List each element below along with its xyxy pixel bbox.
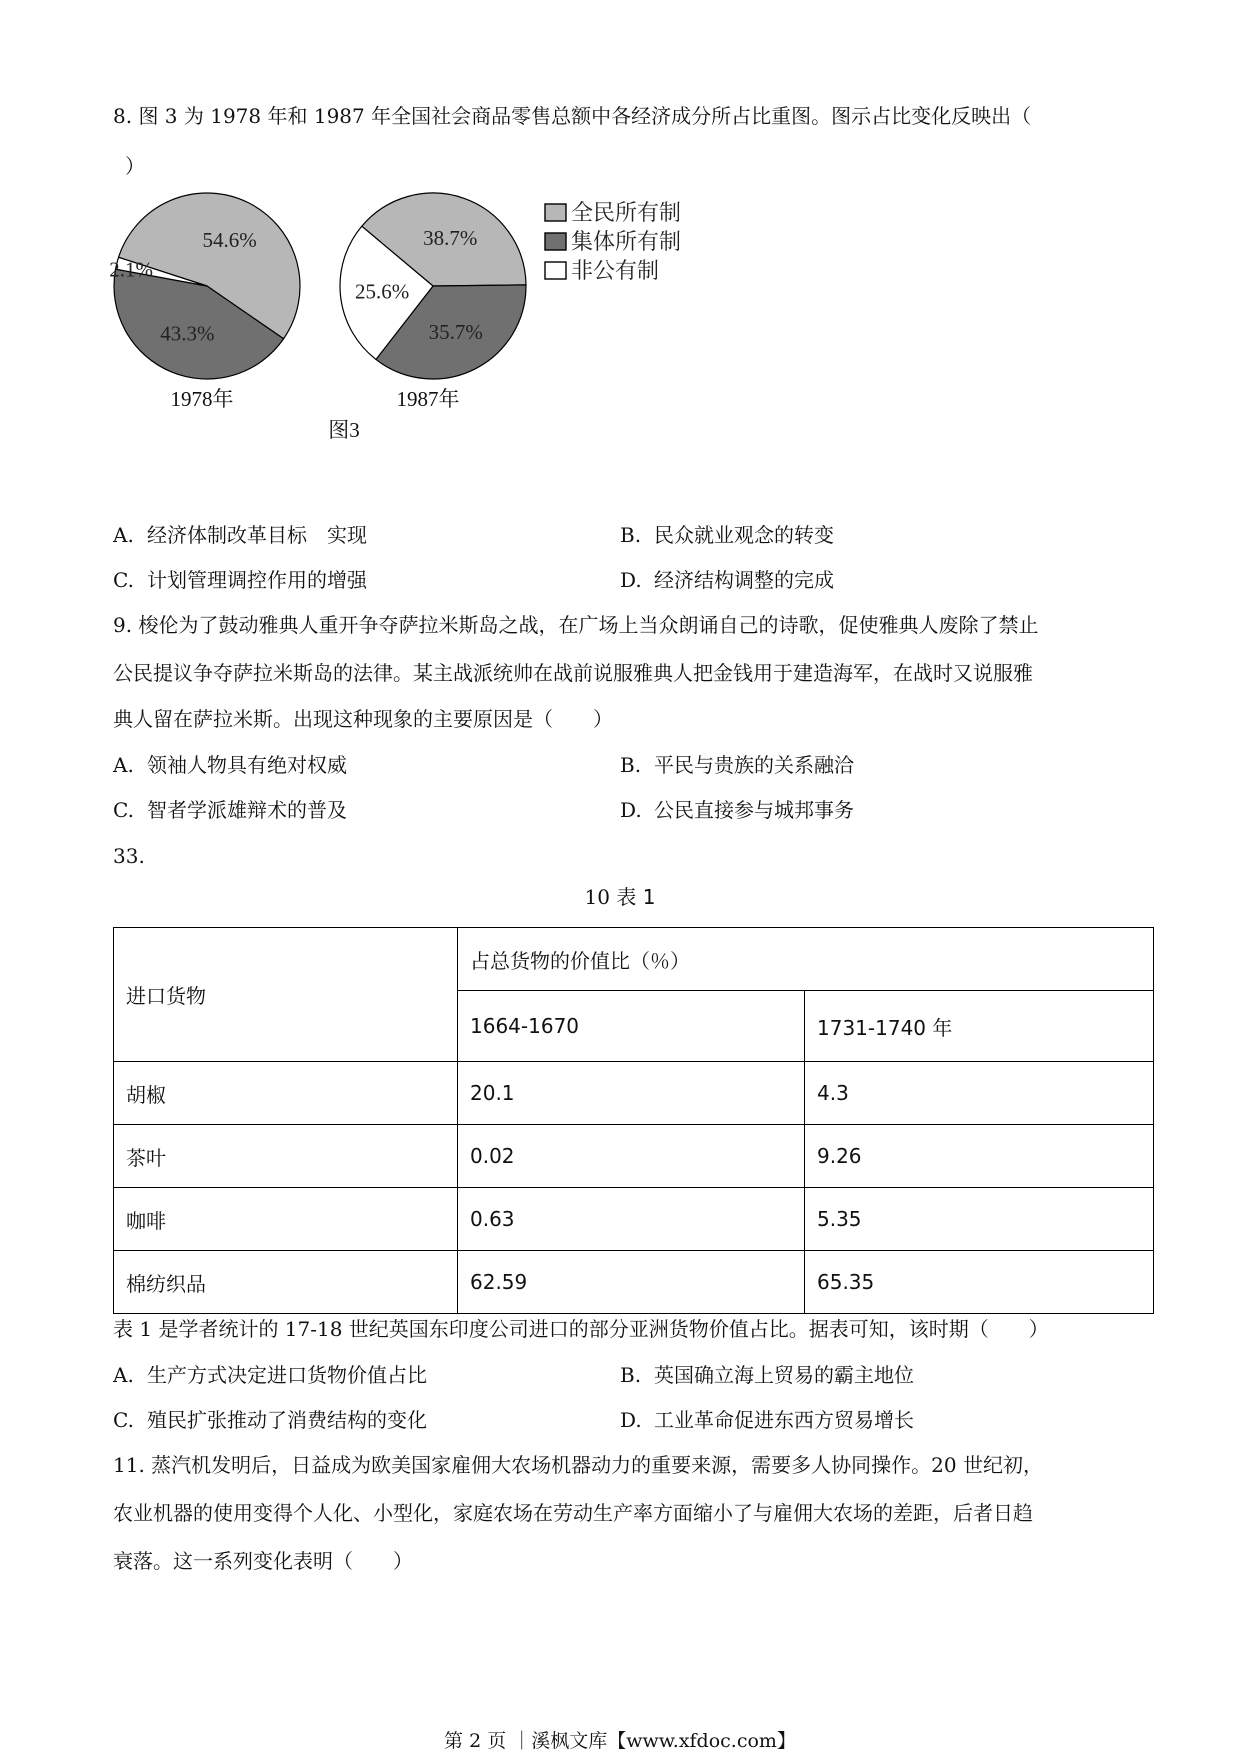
table-cell: 胡椒 bbox=[114, 1062, 458, 1125]
option-text: 领袖人物具有绝对权威 bbox=[147, 753, 347, 777]
q10-option-d[interactable] bbox=[620, 1407, 914, 1433]
option-letter: B. bbox=[620, 753, 642, 777]
legend-label: 集体所有制 bbox=[571, 230, 682, 255]
option-text: 经济体制改革目标 实现 bbox=[147, 523, 367, 547]
q8-option-a[interactable] bbox=[113, 522, 367, 548]
table-row bbox=[114, 1251, 1154, 1314]
figure-caption: 图3 bbox=[328, 418, 360, 442]
option-letter: A. bbox=[113, 1363, 134, 1387]
q9-option-a[interactable] bbox=[113, 752, 347, 778]
table-row bbox=[114, 1125, 1154, 1188]
q9-stem-line-2: 公民提议争夺萨拉米斯岛的法律。某主战派统帅在战前说服雅典人把金钱用于建造海军，在战时又说服雅 bbox=[113, 661, 1033, 685]
option-text: 工业革命促进东西方贸易增长 bbox=[654, 1408, 914, 1432]
pie-year-label: 1987年 bbox=[396, 387, 460, 411]
table-caption-title: 表 1 bbox=[616, 885, 656, 909]
legend-label: 非公有制 bbox=[571, 259, 660, 284]
legend-label: 全民所有制 bbox=[571, 201, 682, 226]
page-footer: 第 2 页 ｜溪枫文库【www.xfdoc.com】 bbox=[444, 1730, 796, 1752]
pie-value-label: 35.7% bbox=[428, 319, 483, 344]
pie-value-label: 25.6% bbox=[354, 279, 410, 304]
q11-stem-line-3: 衰落。这一系列变化表明（ ） bbox=[113, 1549, 413, 1573]
q9-option-d[interactable] bbox=[620, 797, 854, 823]
pie-value-label: 38.7% bbox=[423, 225, 478, 250]
option-text: 智者学派雄辩术的普及 bbox=[147, 798, 347, 822]
table-cell: 65.35 bbox=[805, 1251, 1154, 1314]
option-letter: C. bbox=[113, 568, 134, 592]
q9-option-c[interactable] bbox=[113, 797, 347, 823]
header-period-2: 1731-1740 年 bbox=[805, 991, 1154, 1062]
option-text: 殖民扩张推动了消费结构的变化 bbox=[147, 1408, 427, 1432]
option-letter: C. bbox=[113, 798, 134, 822]
option-letter: D. bbox=[620, 568, 642, 592]
q9-stem-line-3: 典人留在萨拉米斯。出现这种现象的主要原因是（ ） bbox=[113, 707, 613, 731]
q10-number: 33. bbox=[113, 844, 145, 868]
header-period-1: 1664-1670 bbox=[458, 991, 805, 1062]
table-row bbox=[114, 1062, 1154, 1125]
pie-charts bbox=[108, 190, 728, 445]
q8-option-d[interactable] bbox=[620, 567, 834, 593]
header-value-share: 占总货物的价值比（％） bbox=[458, 928, 1154, 991]
option-text: 英国确立海上贸易的霸主地位 bbox=[654, 1363, 914, 1387]
table-cell: 4.3 bbox=[805, 1062, 1154, 1125]
q10-option-b[interactable] bbox=[620, 1362, 914, 1388]
option-letter: D. bbox=[620, 1408, 642, 1432]
pie-value-label: 2.1% bbox=[109, 257, 153, 282]
option-text: 计划管理调控作用的增强 bbox=[147, 568, 367, 592]
table-cell: 咖啡 bbox=[114, 1188, 458, 1251]
option-letter: A. bbox=[113, 753, 134, 777]
legend-swatch-collective bbox=[545, 233, 566, 250]
option-text: 公民直接参与城邦事务 bbox=[654, 798, 854, 822]
q8-stem: 8. 图 3 为 1978 年和 1987 年全国社会商品零售总额中各经济成分所占比重图。图示占比变化反映出（ bbox=[113, 104, 1032, 128]
pie-value-label: 54.6% bbox=[202, 228, 257, 253]
option-text: 生产方式决定进口货物价值占比 bbox=[147, 1363, 427, 1387]
table-cell: 0.02 bbox=[458, 1125, 805, 1188]
legend-swatch-state-owned bbox=[545, 204, 566, 221]
q9-option-b[interactable] bbox=[620, 752, 854, 778]
q8-stem-close: ） bbox=[125, 154, 145, 178]
option-letter: C. bbox=[113, 1408, 134, 1432]
option-text: 民众就业观念的转变 bbox=[654, 523, 834, 547]
q10-stem: 表 1 是学者统计的 17-18 世纪英国东印度公司进口的部分亚洲货物价值占比。据表可知，该时期（ ） bbox=[113, 1317, 1049, 1341]
table-cell: 9.26 bbox=[805, 1125, 1154, 1188]
table-cell: 棉纺织品 bbox=[114, 1251, 458, 1314]
option-text: 平民与贵族的关系融洽 bbox=[654, 753, 854, 777]
q11-stem-line-2: 农业机器的使用变得个人化、小型化，家庭农场在劳动生产率方面缩小了与雇佣大农场的差距，后者日趋 bbox=[113, 1501, 1033, 1525]
q10-option-a[interactable] bbox=[113, 1362, 427, 1388]
table-caption bbox=[0, 884, 1240, 910]
pie-year-label: 1978年 bbox=[170, 387, 234, 411]
option-text: 经济结构调整的完成 bbox=[654, 568, 834, 592]
table-cell: 62.59 bbox=[458, 1251, 805, 1314]
option-letter: B. bbox=[620, 1363, 642, 1387]
legend-swatch-non-public bbox=[545, 262, 566, 279]
table-caption-number: 10 bbox=[584, 885, 610, 909]
q10-option-c[interactable] bbox=[113, 1407, 427, 1433]
table-cell: 20.1 bbox=[458, 1062, 805, 1125]
goods-table bbox=[113, 927, 1154, 1314]
q11-stem-line-1: 11. 蒸汽机发明后，日益成为欧美国家雇佣大农场机器动力的重要来源，需要多人协同操作。20 世纪初， bbox=[113, 1453, 1043, 1477]
option-letter: D. bbox=[620, 798, 642, 822]
table-cell: 5.35 bbox=[805, 1188, 1154, 1251]
table-cell: 0.63 bbox=[458, 1188, 805, 1251]
q9-stem-line-1: 9. 梭伦为了鼓动雅典人重开争夺萨拉米斯岛之战，在广场上当众朗诵自己的诗歌，促使雅典人废除了禁止 bbox=[113, 613, 1039, 637]
pie-value-label: 43.3% bbox=[160, 321, 215, 346]
pie-figure bbox=[108, 190, 728, 445]
q8-option-c[interactable] bbox=[113, 567, 367, 593]
table-cell: 茶叶 bbox=[114, 1125, 458, 1188]
option-letter: B. bbox=[620, 523, 642, 547]
header-goods: 进口货物 bbox=[114, 928, 458, 1062]
table-row bbox=[114, 1188, 1154, 1251]
option-letter: A. bbox=[113, 523, 134, 547]
q8-option-b[interactable] bbox=[620, 522, 834, 548]
